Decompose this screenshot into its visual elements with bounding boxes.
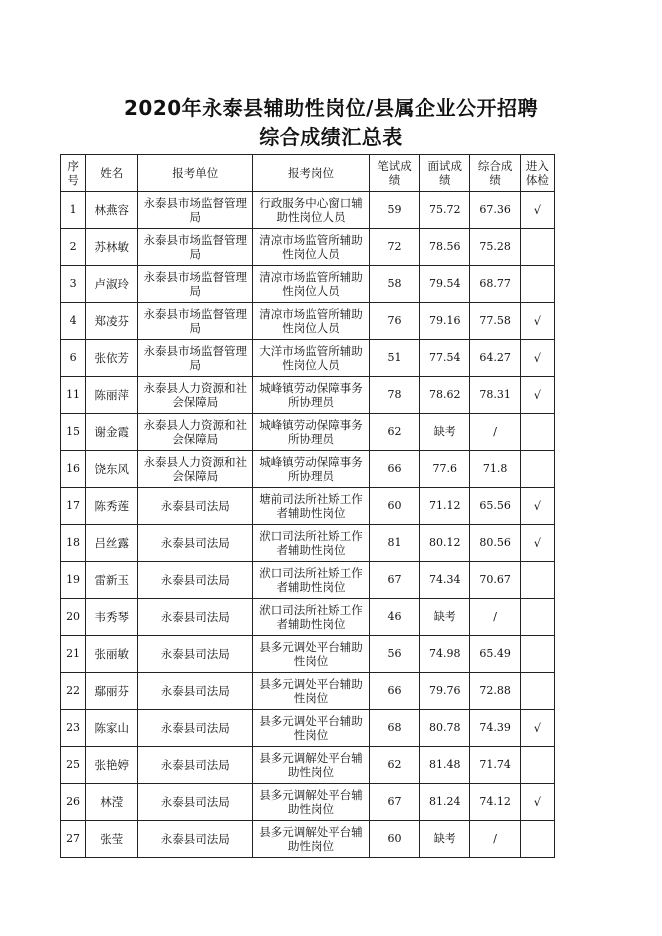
table-row (61, 414, 555, 451)
cell-total: 74.39 (470, 710, 520, 747)
cell-interview: 80.78 (420, 710, 470, 747)
cell-unit: 永泰县市场监督管理局 (138, 340, 253, 377)
cell-name: 鄢丽芬 (86, 673, 138, 710)
cell-check (520, 451, 554, 488)
cell-name: 谢金霞 (86, 414, 138, 451)
cell-post: 县多元调处平台辅助性岗位 (253, 710, 370, 747)
cell-name: 郑凌芬 (86, 303, 138, 340)
cell-written: 68 (369, 710, 419, 747)
cell-no: 11 (61, 377, 86, 414)
cell-post: 大洋市场监管所辅助性岗位人员 (253, 340, 370, 377)
cell-check: √ (520, 710, 554, 747)
page-subtitle: 综合成绩汇总表 (259, 125, 403, 149)
cell-written: 72 (369, 229, 419, 266)
cell-check (520, 266, 554, 303)
cell-interview: 79.76 (420, 673, 470, 710)
cell-name: 林燕容 (86, 192, 138, 229)
cell-unit: 永泰县司法局 (138, 525, 253, 562)
cell-no: 22 (61, 673, 86, 710)
cell-check: √ (520, 488, 554, 525)
cell-total: / (470, 599, 520, 636)
cell-name: 雷新玉 (86, 562, 138, 599)
cell-no: 16 (61, 451, 86, 488)
cell-post: 洑口司法所社矫工作者辅助性岗位 (253, 525, 370, 562)
table-row (61, 340, 555, 377)
cell-interview: 75.72 (420, 192, 470, 229)
cell-name: 韦秀琴 (86, 599, 138, 636)
cell-interview: 79.54 (420, 266, 470, 303)
cell-total: 78.31 (470, 377, 520, 414)
cell-check (520, 636, 554, 673)
cell-unit: 永泰县司法局 (138, 636, 253, 673)
cell-name: 张艳婷 (86, 747, 138, 784)
cell-no: 18 (61, 525, 86, 562)
cell-name: 吕丝露 (86, 525, 138, 562)
cell-written: 66 (369, 673, 419, 710)
cell-total: 67.36 (470, 192, 520, 229)
cell-no: 27 (61, 821, 86, 858)
cell-check: √ (520, 340, 554, 377)
cell-check: √ (520, 784, 554, 821)
cell-post: 县多元调解处平台辅助性岗位 (253, 747, 370, 784)
cell-written: 76 (369, 303, 419, 340)
cell-name: 张丽敏 (86, 636, 138, 673)
cell-no: 1 (61, 192, 86, 229)
cell-name: 卢淑玲 (86, 266, 138, 303)
cell-check (520, 562, 554, 599)
cell-unit: 永泰县市场监督管理局 (138, 266, 253, 303)
cell-total: 77.58 (470, 303, 520, 340)
cell-check (520, 821, 554, 858)
cell-unit: 永泰县司法局 (138, 562, 253, 599)
cell-interview: 80.12 (420, 525, 470, 562)
cell-unit: 永泰县司法局 (138, 747, 253, 784)
cell-total: 71.74 (470, 747, 520, 784)
cell-interview: 78.56 (420, 229, 470, 266)
cell-unit: 永泰县人力资源和社会保障局 (138, 414, 253, 451)
cell-unit: 永泰县市场监督管理局 (138, 303, 253, 340)
cell-interview: 74.98 (420, 636, 470, 673)
cell-no: 19 (61, 562, 86, 599)
table-row (61, 303, 555, 340)
cell-total: 68.77 (470, 266, 520, 303)
cell-unit: 永泰县市场监督管理局 (138, 192, 253, 229)
cell-total: / (470, 821, 520, 858)
table-row (61, 377, 555, 414)
cell-total: 65.56 (470, 488, 520, 525)
cell-total: 72.88 (470, 673, 520, 710)
cell-written: 62 (369, 414, 419, 451)
cell-name: 陈家山 (86, 710, 138, 747)
header-unit: 报考单位 (138, 155, 253, 192)
cell-total: 71.8 (470, 451, 520, 488)
cell-no: 23 (61, 710, 86, 747)
cell-check (520, 229, 554, 266)
cell-written: 46 (369, 599, 419, 636)
table-row (61, 821, 555, 858)
table-row (61, 747, 555, 784)
cell-no: 2 (61, 229, 86, 266)
cell-written: 60 (369, 821, 419, 858)
cell-total: / (470, 414, 520, 451)
table-row (61, 229, 555, 266)
cell-no: 26 (61, 784, 86, 821)
table-header-row (61, 155, 555, 192)
table-row (61, 488, 555, 525)
cell-check (520, 599, 554, 636)
cell-check: √ (520, 525, 554, 562)
table-row (61, 266, 555, 303)
cell-unit: 永泰县市场监督管理局 (138, 229, 253, 266)
cell-written: 66 (369, 451, 419, 488)
cell-name: 陈秀莲 (86, 488, 138, 525)
cell-post: 县多元调解处平台辅助性岗位 (253, 821, 370, 858)
table-row (61, 599, 555, 636)
cell-written: 78 (369, 377, 419, 414)
cell-no: 15 (61, 414, 86, 451)
cell-unit: 永泰县司法局 (138, 821, 253, 858)
cell-total: 74.12 (470, 784, 520, 821)
cell-written: 56 (369, 636, 419, 673)
cell-interview: 缺考 (420, 414, 470, 451)
cell-interview: 71.12 (420, 488, 470, 525)
cell-post: 县多元调处平台辅助性岗位 (253, 636, 370, 673)
cell-name: 林滢 (86, 784, 138, 821)
cell-total: 70.67 (470, 562, 520, 599)
cell-post: 行政服务中心窗口辅助性岗位人员 (253, 192, 370, 229)
cell-written: 67 (369, 562, 419, 599)
cell-check: √ (520, 303, 554, 340)
cell-post: 清凉市场监管所辅助性岗位人员 (253, 303, 370, 340)
cell-unit: 永泰县司法局 (138, 599, 253, 636)
cell-name: 陈丽萍 (86, 377, 138, 414)
cell-post: 县多元调处平台辅助性岗位 (253, 673, 370, 710)
cell-interview: 77.54 (420, 340, 470, 377)
cell-interview: 78.62 (420, 377, 470, 414)
cell-written: 58 (369, 266, 419, 303)
cell-interview: 77.6 (420, 451, 470, 488)
header-interview: 面试成绩 (420, 155, 470, 192)
cell-interview: 缺考 (420, 821, 470, 858)
cell-interview: 81.48 (420, 747, 470, 784)
cell-unit: 永泰县司法局 (138, 673, 253, 710)
cell-total: 80.56 (470, 525, 520, 562)
cell-check (520, 673, 554, 710)
cell-post: 城峰镇劳动保障事务所协理员 (253, 377, 370, 414)
cell-written: 62 (369, 747, 419, 784)
cell-total: 65.49 (470, 636, 520, 673)
table-row (61, 784, 555, 821)
cell-written: 67 (369, 784, 419, 821)
cell-post: 清凉市场监管所辅助性岗位人员 (253, 266, 370, 303)
cell-interview: 74.34 (420, 562, 470, 599)
cell-check (520, 414, 554, 451)
cell-no: 21 (61, 636, 86, 673)
score-table (60, 154, 555, 858)
table-row (61, 451, 555, 488)
table-row (61, 710, 555, 747)
table-row (61, 192, 555, 229)
cell-interview: 79.16 (420, 303, 470, 340)
cell-unit: 永泰县司法局 (138, 784, 253, 821)
cell-post: 县多元调解处平台辅助性岗位 (253, 784, 370, 821)
cell-total: 75.28 (470, 229, 520, 266)
cell-post: 洑口司法所社矫工作者辅助性岗位 (253, 562, 370, 599)
table-row (61, 673, 555, 710)
header-post: 报考岗位 (253, 155, 370, 192)
cell-no: 4 (61, 303, 86, 340)
header-check: 进入体检 (520, 155, 554, 192)
cell-written: 59 (369, 192, 419, 229)
cell-post: 城峰镇劳动保障事务所协理员 (253, 414, 370, 451)
cell-no: 6 (61, 340, 86, 377)
cell-post: 塘前司法所社矫工作者辅助性岗位 (253, 488, 370, 525)
cell-no: 17 (61, 488, 86, 525)
cell-check: √ (520, 192, 554, 229)
cell-check (520, 747, 554, 784)
header-total: 综合成绩 (470, 155, 520, 192)
cell-interview: 缺考 (420, 599, 470, 636)
cell-no: 25 (61, 747, 86, 784)
cell-written: 81 (369, 525, 419, 562)
table-row (61, 562, 555, 599)
cell-name: 饶东风 (86, 451, 138, 488)
cell-post: 城峰镇劳动保障事务所协理员 (253, 451, 370, 488)
cell-written: 60 (369, 488, 419, 525)
cell-no: 3 (61, 266, 86, 303)
cell-post: 洑口司法所社矫工作者辅助性岗位 (253, 599, 370, 636)
cell-unit: 永泰县人力资源和社会保障局 (138, 451, 253, 488)
cell-total: 64.27 (470, 340, 520, 377)
header-written: 笔试成绩 (369, 155, 419, 192)
cell-unit: 永泰县人力资源和社会保障局 (138, 377, 253, 414)
cell-name: 苏林敏 (86, 229, 138, 266)
cell-name: 张依芳 (86, 340, 138, 377)
table-row (61, 525, 555, 562)
header-name: 姓名 (86, 155, 138, 192)
cell-name: 张莹 (86, 821, 138, 858)
cell-unit: 永泰县司法局 (138, 710, 253, 747)
cell-check: √ (520, 377, 554, 414)
cell-post: 清凉市场监管所辅助性岗位人员 (253, 229, 370, 266)
table-row (61, 636, 555, 673)
cell-written: 51 (369, 340, 419, 377)
cell-interview: 81.24 (420, 784, 470, 821)
page-title: 2020年永泰县辅助性岗位/县属企业公开招聘 (124, 96, 538, 120)
cell-no: 20 (61, 599, 86, 636)
cell-unit: 永泰县司法局 (138, 488, 253, 525)
header-no: 序号 (61, 155, 86, 192)
